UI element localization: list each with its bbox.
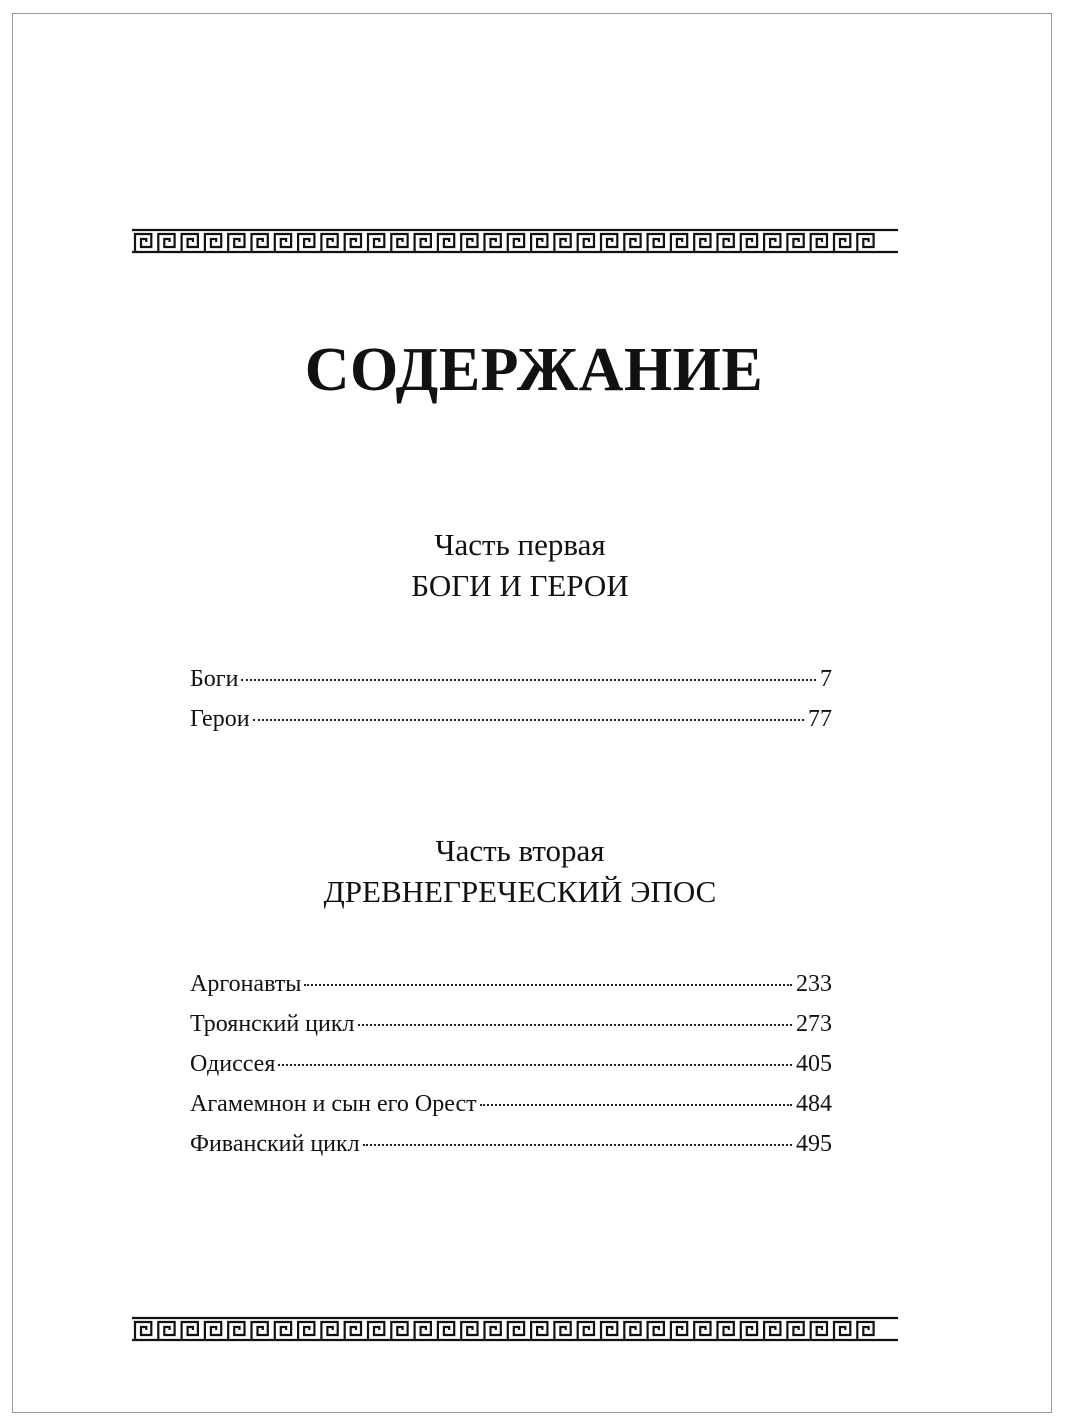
- meander-key-unit: [135, 1322, 151, 1340]
- meander-key-unit: [787, 234, 803, 252]
- toc-entry[interactable]: [190, 1084, 832, 1124]
- toc-entry[interactable]: [190, 659, 832, 699]
- toc-entry[interactable]: [190, 1004, 832, 1044]
- meander-key-unit: [531, 234, 547, 252]
- meander-key-unit: [461, 234, 477, 252]
- meander-key-unit: [624, 234, 640, 252]
- meander-key-unit: [671, 234, 687, 252]
- dot-leader: [253, 719, 804, 721]
- meander-key-unit: [787, 1322, 803, 1340]
- meander-key-unit: [461, 1322, 477, 1340]
- part-1-label: Часть первая: [434, 527, 606, 562]
- toc-list-part-2: [190, 964, 832, 1164]
- meander-key-unit: [252, 1322, 268, 1340]
- meander-key-unit: [834, 234, 850, 252]
- meander-key-unit: [578, 234, 594, 252]
- meander-key-unit: [601, 1322, 617, 1340]
- meander-key-unit: [321, 234, 337, 252]
- meander-key-unit: [391, 234, 407, 252]
- meander-key-unit: [135, 234, 151, 252]
- meander-key-unit: [834, 1322, 850, 1340]
- greek-key-ornament-icon: [130, 1316, 900, 1342]
- greek-key-ornament-icon: [130, 228, 900, 254]
- meander-key-unit: [811, 234, 827, 252]
- meander-key-unit: [601, 234, 617, 252]
- meander-key-unit: [252, 234, 268, 252]
- toc-entry-title: Троянский цикл: [190, 1011, 355, 1037]
- toc-entry-title: Герои: [190, 706, 250, 732]
- meander-key-unit: [205, 1322, 221, 1340]
- meander-border-top: [130, 228, 900, 254]
- meander-key-unit: [554, 1322, 570, 1340]
- meander-key-unit: [368, 234, 384, 252]
- toc-entry-title: Фиванский цикл: [190, 1131, 360, 1157]
- meander-key-unit: [438, 234, 454, 252]
- meander-key-unit: [438, 1322, 454, 1340]
- meander-key-unit: [415, 234, 431, 252]
- toc-entry-title: Аргонавты: [190, 971, 302, 997]
- meander-key-unit: [275, 234, 291, 252]
- meander-key-unit: [182, 1322, 198, 1340]
- meander-key-unit: [321, 1322, 337, 1340]
- toc-entry-page: 273: [796, 1011, 832, 1037]
- dot-leader: [278, 1064, 792, 1066]
- meander-key-unit: [415, 1322, 431, 1340]
- toc-list-part-1: [190, 659, 832, 739]
- meander-key-unit: [764, 234, 780, 252]
- meander-key-unit: [648, 1322, 664, 1340]
- dot-leader: [480, 1104, 792, 1106]
- dot-leader: [363, 1144, 792, 1146]
- meander-key-unit: [764, 1322, 780, 1340]
- meander-key-unit: [228, 234, 244, 252]
- toc-entry-page: 77: [808, 706, 832, 732]
- meander-key-unit: [345, 234, 361, 252]
- toc-entry-page: 233: [796, 971, 832, 997]
- part-2-label: Часть вторая: [435, 833, 605, 868]
- meander-key-unit: [578, 1322, 594, 1340]
- meander-key-unit: [485, 1322, 501, 1340]
- toc-entry[interactable]: [190, 1124, 832, 1164]
- meander-key-unit: [694, 1322, 710, 1340]
- meander-key-unit: [718, 1322, 734, 1340]
- meander-key-unit: [158, 1322, 174, 1340]
- meander-key-unit: [158, 234, 174, 252]
- toc-entry-page: 484: [796, 1091, 832, 1117]
- meander-key-unit: [671, 1322, 687, 1340]
- meander-key-unit: [298, 234, 314, 252]
- toc-entry[interactable]: [190, 699, 832, 739]
- meander-key-unit: [275, 1322, 291, 1340]
- meander-key-unit: [741, 1322, 757, 1340]
- dot-leader: [358, 1024, 793, 1026]
- meander-key-unit: [391, 1322, 407, 1340]
- meander-key-unit: [298, 1322, 314, 1340]
- toc-entry-title: Боги: [190, 666, 239, 692]
- page-title: СОДЕРЖАНИЕ: [304, 336, 764, 404]
- toc-entry-page: 405: [796, 1051, 832, 1077]
- meander-key-unit: [345, 1322, 361, 1340]
- meander-key-unit: [624, 1322, 640, 1340]
- meander-key-unit: [718, 234, 734, 252]
- meander-key-unit: [485, 234, 501, 252]
- meander-key-unit: [554, 234, 570, 252]
- toc-entry-title: Одиссея: [190, 1051, 276, 1077]
- toc-entry[interactable]: [190, 1044, 832, 1084]
- meander-border-bottom: [130, 1316, 900, 1342]
- meander-key-unit: [228, 1322, 244, 1340]
- meander-key-unit: [741, 234, 757, 252]
- meander-key-unit: [508, 234, 524, 252]
- toc-entry-page: 495: [796, 1131, 832, 1157]
- meander-key-unit: [811, 1322, 827, 1340]
- meander-key-unit: [531, 1322, 547, 1340]
- meander-key-unit: [857, 234, 873, 252]
- dot-leader: [241, 679, 816, 681]
- meander-key-unit: [694, 234, 710, 252]
- meander-key-unit: [648, 234, 664, 252]
- part-2-title: ДРЕВНЕГРЕЧЕСКИЙ ЭПОС: [323, 874, 717, 909]
- toc-entry-title: Агамемнон и сын его Орест: [190, 1091, 477, 1117]
- meander-key-unit: [182, 234, 198, 252]
- dot-leader: [304, 984, 792, 986]
- meander-key-unit: [368, 1322, 384, 1340]
- toc-entry[interactable]: [190, 964, 832, 1004]
- meander-key-unit: [508, 1322, 524, 1340]
- meander-key-unit: [857, 1322, 873, 1340]
- part-1-title: БОГИ И ГЕРОИ: [411, 568, 629, 603]
- meander-key-unit: [205, 234, 221, 252]
- toc-entry-page: 7: [820, 666, 832, 692]
